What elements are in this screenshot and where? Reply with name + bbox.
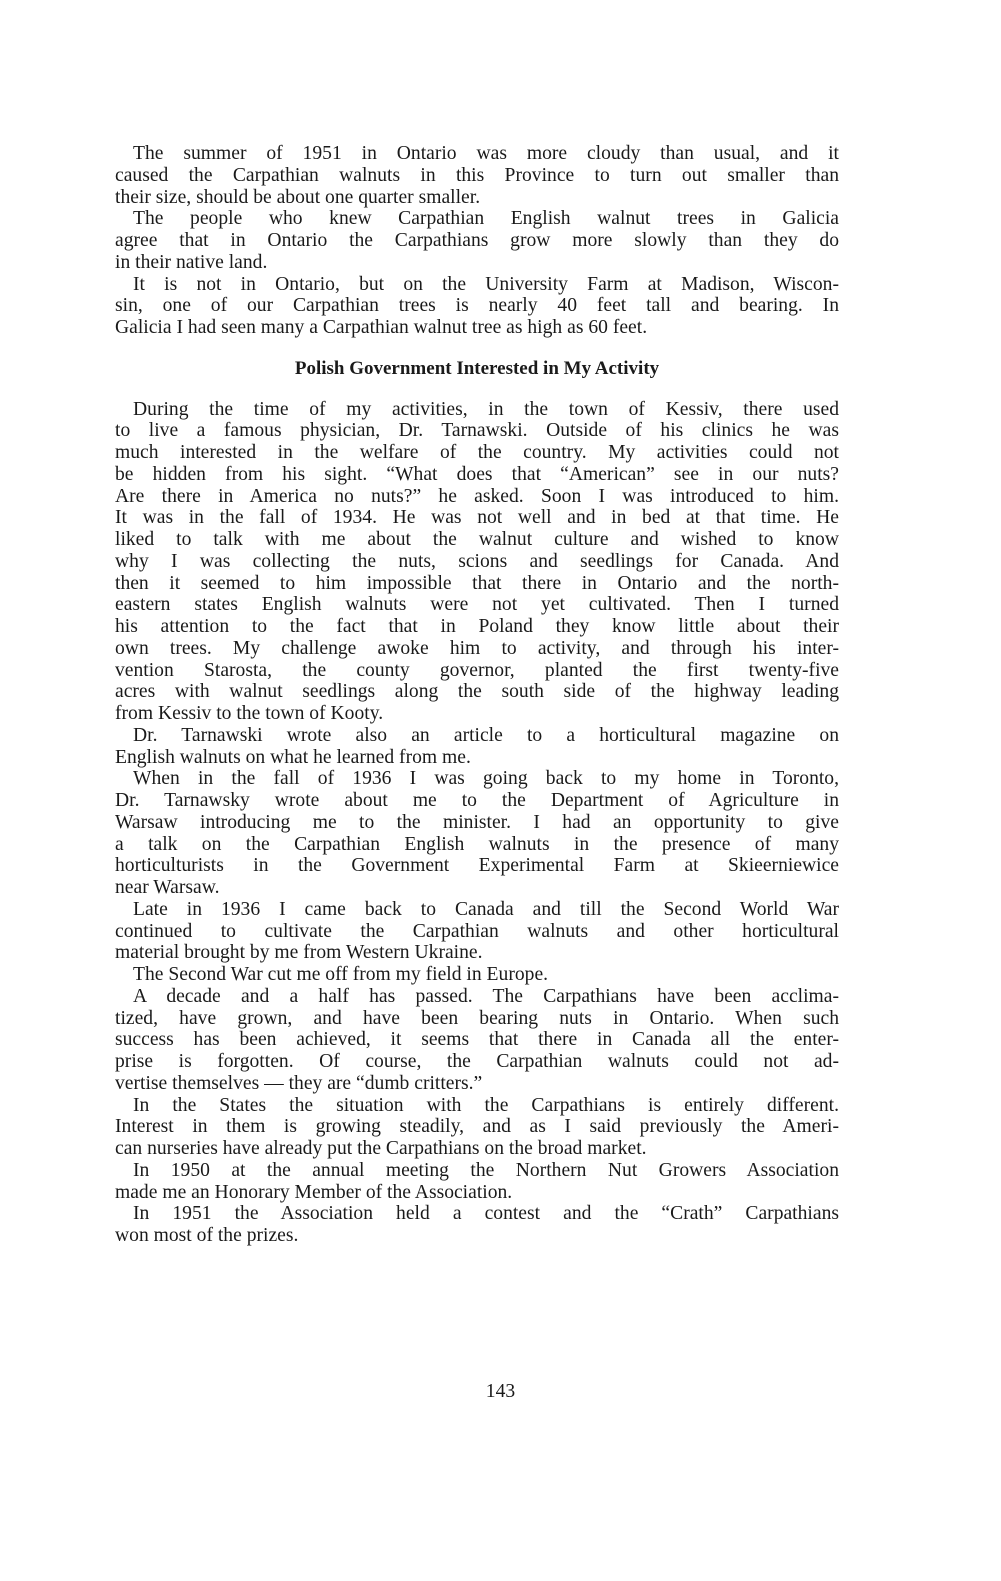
text-line: material brought by me from Western Ukraine. bbox=[115, 942, 483, 964]
paragraph bbox=[115, 725, 839, 769]
paragraph bbox=[115, 768, 839, 899]
text-line: their size, should be about one quarter smaller. bbox=[115, 186, 481, 208]
paragraph bbox=[115, 208, 839, 273]
section-heading: Polish Government Interested in My Activity bbox=[294, 357, 660, 379]
text-line: to live a famous physician, Dr. Tarnawski. Outside of his clinics he was bbox=[115, 420, 839, 442]
page-number: 143 bbox=[485, 1381, 516, 1402]
text-line: Galicia I had seen many a Carpathian walnut tree as high as 60 feet. bbox=[115, 317, 648, 338]
text-line: acres with walnut seedlings along the south side of the highway leading bbox=[115, 681, 839, 703]
text-line: a talk on the Carpathian English walnuts in the presence of many bbox=[115, 833, 839, 855]
text-line: Warsaw introducing me to the minister. I had an opportunity to give bbox=[115, 811, 839, 833]
text-line: The people who knew Carpathian English walnut trees in Galicia bbox=[133, 208, 839, 230]
text-line: It was in the fall of 1934. He was not well and in bed at that time. He bbox=[115, 507, 839, 529]
text-line: eastern states English walnuts were not yet cultivated. Then I turned bbox=[115, 594, 839, 616]
text-line: prise is forgotten. Of course, the Carpathian walnuts could not ad- bbox=[115, 1051, 839, 1072]
text-line: It is not in Ontario, but on the University Farm at Madison, Wiscon- bbox=[133, 273, 839, 295]
text-line: liked to talk with me about the walnut culture and wished to know bbox=[115, 529, 839, 550]
text-line: caused the Carpathian walnuts in this Province to turn out smaller than bbox=[115, 164, 839, 186]
text-line: English walnuts on what he learned from me. bbox=[115, 746, 471, 768]
section-intro bbox=[115, 143, 839, 339]
text-line: The summer of 1951 in Ontario was more cloudy than usual, and it bbox=[133, 143, 839, 164]
text-line: A decade and a half has passed. The Carpathians have been acclima- bbox=[133, 985, 839, 1007]
text-line: from Kessiv to the town of Kooty. bbox=[115, 703, 384, 724]
text-line: Are there in America no nuts?” he asked. Soon I was introduced to him. bbox=[115, 485, 839, 507]
text-line: success has been achieved, it seems that there in Canada all the enter- bbox=[115, 1029, 839, 1051]
text-line: much interested in the welfare of the country. My activities could not bbox=[115, 442, 839, 463]
text-line: When in the fall of 1936 I was going back to my home in Toronto, bbox=[133, 768, 839, 790]
paragraph bbox=[115, 986, 839, 1095]
text-line: continued to cultivate the Carpathian walnuts and other horticultural bbox=[115, 920, 839, 942]
text-line: Dr. Tarnawski wrote also an article to a horticultural magazine on bbox=[133, 724, 839, 746]
text-line: The Second War cut me off from my field in Europe. bbox=[133, 964, 549, 985]
text-line: won most of the prizes. bbox=[115, 1225, 299, 1246]
text-line: vertise themselves — they are “dumb critters.” bbox=[115, 1072, 483, 1094]
text-line: near Warsaw. bbox=[115, 877, 220, 898]
text-line: can nurseries have already put the Carpathians on the broad market. bbox=[115, 1138, 647, 1159]
text-line: During the time of my activities, in the town of Kessiv, there used bbox=[133, 398, 839, 420]
text-line: vention Starosta, the county governor, planted the first twenty-five bbox=[115, 659, 839, 681]
paragraph bbox=[115, 1160, 839, 1204]
section-body bbox=[115, 399, 839, 1247]
paragraph bbox=[115, 964, 839, 986]
paragraph bbox=[115, 899, 839, 964]
text-line: Late in 1936 I came back to Canada and till the Second World War bbox=[133, 898, 839, 920]
text-line: horticulturists in the Government Experimental Farm at Skieerniewice bbox=[115, 855, 839, 877]
text-line: made me an Honorary Member of the Association. bbox=[115, 1181, 513, 1203]
paragraph bbox=[115, 1203, 839, 1247]
text-line: own trees. My challenge awoke him to activity, and through his inter- bbox=[115, 637, 839, 659]
text-line: his attention to the fact that in Poland they know little about their bbox=[115, 616, 839, 637]
text-line: In the States the situation with the Carpathians is entirely different. bbox=[133, 1094, 839, 1116]
paragraph bbox=[115, 399, 839, 725]
text-line: be hidden from his sight. “What does that “American” see in our nuts? bbox=[115, 463, 839, 485]
text-line: in their native land. bbox=[115, 251, 268, 273]
paragraph bbox=[115, 143, 839, 208]
text-line: sin, one of our Carpathian trees is nearly 40 feet tall and bearing. In bbox=[115, 295, 839, 317]
paragraph bbox=[115, 1095, 839, 1160]
text-line: In 1951 the Association held a contest and the “Crath” Carpathians bbox=[133, 1203, 839, 1225]
text-line: In 1950 at the annual meeting the Northern Nut Growers Association bbox=[133, 1159, 839, 1181]
text-line: tized, have grown, and have been bearing nuts in Ontario. When such bbox=[115, 1007, 839, 1029]
text-line: agree that in Ontario the Carpathians grow more slowly than they do bbox=[115, 230, 839, 251]
text-line: then it seemed to him impossible that there in Ontario and the north- bbox=[115, 572, 839, 594]
text-line: Dr. Tarnawsky wrote about me to the Department of Agriculture in bbox=[115, 790, 839, 811]
page-body bbox=[115, 143, 839, 1247]
text-line: Interest in them is growing steadily, and as I said previously the Ameri- bbox=[115, 1116, 839, 1138]
text-line: why I was collecting the nuts, scions and seedlings for Canada. And bbox=[115, 550, 839, 572]
paragraph bbox=[115, 274, 839, 339]
